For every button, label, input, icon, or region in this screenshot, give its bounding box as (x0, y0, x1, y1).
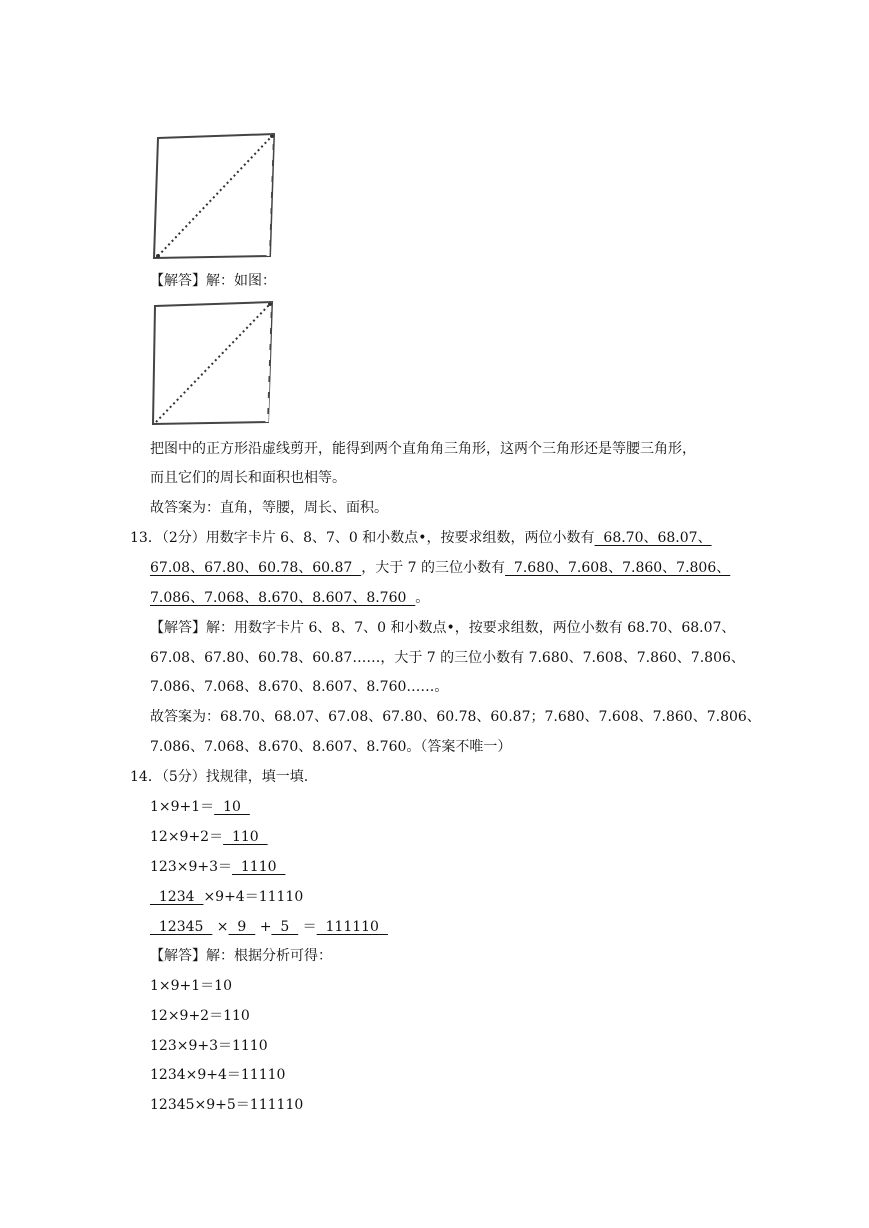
expr-blank: 110 (223, 829, 268, 845)
q13-blank-2-cont: 7.086、7.068、8.670、8.607、8.760 (150, 590, 416, 606)
a13-line-2: 67.08、67.80、60.78、60.87……，大于 7 的三位小数有 7.680、7.608、7.860、7.806、 (150, 650, 745, 666)
a13-line-4: 故答案为：68.70、68.07、67.08、67.80、60.78、60.87；7.680、7.608、7.860、7.806、 (150, 709, 761, 725)
expr-blank: 1110 (232, 859, 286, 875)
q13-line-3 (150, 588, 429, 608)
q14-expr-1 (150, 797, 250, 817)
diagonal-dashed-line (156, 304, 270, 422)
explanation-line-2: 而且它们的周长和面积也相等。 (150, 470, 346, 486)
q13-line-1 (130, 528, 712, 548)
q13-end: 。 (415, 590, 430, 606)
expr-text: 123×9+3＝ (150, 859, 232, 875)
a13-line-3: 7.086、7.068、8.670、8.607、8.760……。 (150, 679, 449, 695)
expr-blank: 5 (271, 919, 299, 935)
a14-result-3: 123×9+3＝1110 (150, 1038, 268, 1054)
expr-op: × (216, 919, 229, 935)
expr-text: 12×9+2＝ (150, 829, 224, 845)
answer-label: 【解答】解：如图： (150, 273, 276, 289)
q14-title: 14．（5分）找规律，填一填. (130, 769, 309, 785)
explanation-line-1: 把图中的正方形沿虚线剪开，能得到两个直角角三角形，这两个三角形还是等腰三角形， (150, 441, 696, 457)
diagonal-dashed-line (158, 136, 272, 256)
q13-text: 13．（2分）用数字卡片 6、8、7、0 和小数点•，按要求组数，两位小数有 (130, 530, 595, 546)
expr-blank: 12345 (150, 919, 213, 935)
square-outline (154, 134, 274, 258)
a14-result-2: 12×9+2＝110 (150, 1008, 250, 1024)
q14-expr-3 (150, 857, 285, 877)
square-diagram-bottom (150, 298, 280, 430)
expr-blank: 1234 (150, 889, 204, 905)
q14-expr-4 (150, 887, 303, 907)
a13-line-5: 7.086、7.068、8.670、8.607、8.760。（答案不唯一） (150, 739, 512, 755)
expr-op: + (259, 919, 272, 935)
expr-blank: 111110 (316, 919, 388, 935)
q13-blank-1: 68.70、68.07、 (594, 530, 712, 546)
expr-blank: 9 (228, 919, 256, 935)
expr-text: ×9+4＝11110 (203, 889, 304, 905)
q14-expr-2 (150, 827, 268, 847)
q14-expr-5 (150, 917, 388, 937)
a14-result-1: 1×9+1＝10 (150, 978, 232, 994)
expr-text: 1×9+1＝ (150, 799, 215, 815)
q13-line-2 (150, 558, 730, 578)
square-diagram-top (150, 128, 280, 264)
a13-line-1: 【解答】解：用数字卡片 6、8、7、0 和小数点•，按要求组数，两位小数有 68.70、68.07、 (150, 620, 736, 636)
a14-result-4: 1234×9+4＝11110 (150, 1067, 286, 1083)
answer-line: 故答案为：直角，等腰，周长、面积。 (150, 500, 388, 516)
expr-op: ＝ (302, 919, 317, 935)
a14-result-5: 12345×9+5＝111110 (150, 1097, 304, 1113)
q13-text-2: ，大于 7 的三位小数有 (361, 560, 506, 576)
a14-label: 【解答】解：根据分析可得： (150, 948, 332, 964)
q13-blank-2: 7.680、7.608、7.860、7.806、 (505, 560, 731, 576)
q13-blank-1-cont: 67.08、67.80、60.78、60.87 (150, 560, 362, 576)
expr-blank: 10 (214, 799, 250, 815)
